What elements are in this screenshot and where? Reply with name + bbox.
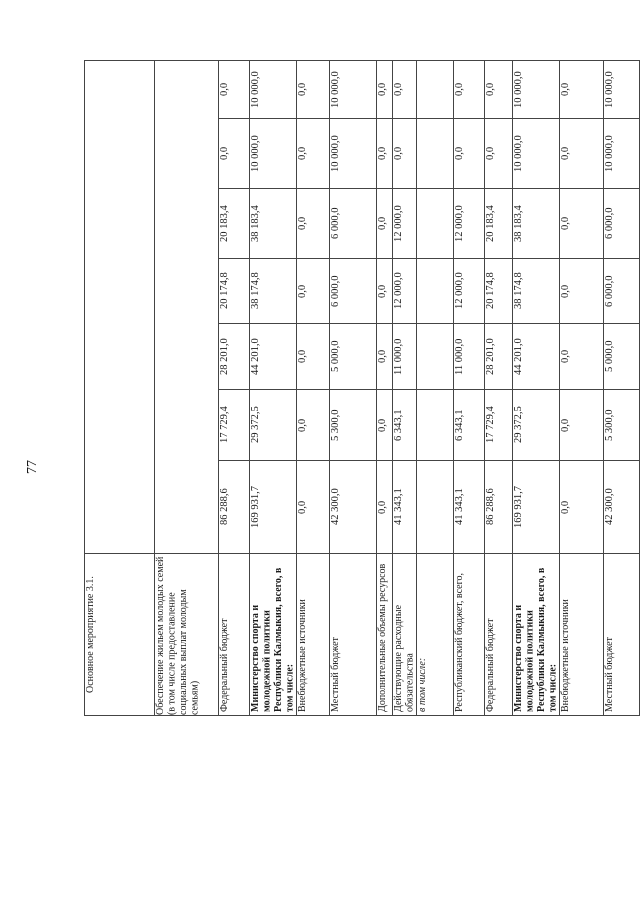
value-cell: 20 174,8 [218,259,249,324]
value-cell [416,189,454,259]
value-cell: 41 343,1 [454,461,485,554]
value-cell: 0,0 [296,61,329,119]
table-row [85,61,640,119]
mero-cell [85,61,155,554]
value-cell: 10 000,0 [604,119,640,189]
value-cell: 12 000,0 [392,189,416,259]
value-cell: 0,0 [296,390,329,461]
value-cell: 0,0 [560,61,604,119]
value-cell: 20 183,4 [218,189,249,259]
value-cell: 0,0 [376,259,392,324]
value-cell: 44 201,0 [513,324,560,390]
funding-source-cell: в том числе: [416,554,454,716]
desc-cell [154,61,218,554]
funding-source-cell: Дополнительные объемы ресурсов [376,554,392,716]
value-cell: 5 000,0 [604,324,640,390]
value-cell: 10 000,0 [330,119,377,189]
value-cell: 0,0 [560,189,604,259]
value-cell: 6 000,0 [330,189,377,259]
value-cell: 41 343,1 [392,461,416,554]
value-cell: 10 000,0 [513,61,560,119]
value-cell: 0,0 [296,324,329,390]
value-cell: 0,0 [560,324,604,390]
value-cell: 0,0 [218,119,249,189]
value-cell: 12 000,0 [454,189,485,259]
funding-source-cell: Внебюджетные источники [296,554,329,716]
value-cell: 0,0 [296,461,329,554]
value-cell: 28 201,0 [485,324,513,390]
value-cell: 42 300,0 [330,461,377,554]
value-cell: 0,0 [560,461,604,554]
value-cell [416,61,454,119]
value-cell: 12 000,0 [392,259,416,324]
value-cell: 6 000,0 [330,259,377,324]
value-cell: 42 300,0 [604,461,640,554]
value-cell: 29 372,5 [513,390,560,461]
value-cell: 86 288,6 [218,461,249,554]
value-cell [416,461,454,554]
table-row [85,554,640,716]
value-cell: 0,0 [296,119,329,189]
value-cell: 0,0 [560,259,604,324]
value-cell: 0,0 [376,461,392,554]
value-cell: 10 000,0 [249,119,296,189]
event-description-cell: Обеспечение жильем молодых семей (в том числе предоставление социальных выплат молодым семьям) [154,554,218,716]
value-cell: 0,0 [218,61,249,119]
value-cell: 0,0 [560,390,604,461]
value-cell: 169 931,7 [513,461,560,554]
value-cell: 17 729,4 [485,390,513,461]
value-cell: 10 000,0 [604,61,640,119]
value-cell: 11 000,0 [454,324,485,390]
value-cell: 10 000,0 [330,61,377,119]
funding-source-cell: Федеральный бюджет [218,554,249,716]
funding-source-cell: Министерство спорта и молодежной политики Республики Калмыкия, всего, в том числе: [513,554,560,716]
value-cell: 5 000,0 [330,324,377,390]
value-cell: 38 183,4 [513,189,560,259]
value-cell: 6 343,1 [392,390,416,461]
event-number-cell: Основное мероприятие 3.1. [85,554,155,716]
value-cell: 20 174,8 [485,259,513,324]
value-cell [416,119,454,189]
value-cell: 11 000,0 [392,324,416,390]
value-cell: 0,0 [376,390,392,461]
value-cell [416,390,454,461]
funding-source-cell: Министерство спорта и молодежной политики Республики Калмыкия, всего, в том числе: [249,554,296,716]
value-cell: 0,0 [376,324,392,390]
value-cell: 5 300,0 [330,390,377,461]
value-cell: 10 000,0 [513,119,560,189]
value-cell: 5 300,0 [604,390,640,461]
funding-source-cell: Действующие расходные обязательства [392,554,416,716]
value-cell: 0,0 [454,61,485,119]
value-cell: 38 174,8 [513,259,560,324]
funding-source-cell: Местный бюджет [604,554,640,716]
funding-source-cell: Федеральный бюджет [485,554,513,716]
value-cell: 0,0 [454,119,485,189]
value-cell: 38 183,4 [249,189,296,259]
value-cell: 44 201,0 [249,324,296,390]
budget-grid [84,60,640,716]
value-cell: 0,0 [296,259,329,324]
value-cell: 6 000,0 [604,189,640,259]
page-number: 77 [25,460,40,474]
value-cell: 0,0 [560,119,604,189]
funding-source-cell: Внебюджетные источники [560,554,604,716]
value-cell [416,324,454,390]
value-cell: 6 000,0 [604,259,640,324]
value-cell: 0,0 [376,61,392,119]
value-cell: 0,0 [485,61,513,119]
value-cell: 38 174,8 [249,259,296,324]
funding-source-cell: Местный бюджет [330,554,377,716]
value-cell: 0,0 [485,119,513,189]
value-cell: 12 000,0 [454,259,485,324]
value-cell: 17 729,4 [218,390,249,461]
funding-source-cell: Республиканский бюджет, всего, [454,554,485,716]
value-cell: 28 201,0 [218,324,249,390]
value-cell: 0,0 [376,189,392,259]
value-cell: 0,0 [392,61,416,119]
value-cell: 10 000,0 [249,61,296,119]
value-cell [416,259,454,324]
value-cell: 169 931,7 [249,461,296,554]
value-cell: 0,0 [296,189,329,259]
value-cell: 0,0 [392,119,416,189]
value-cell: 20 183,4 [485,189,513,259]
value-cell: 0,0 [376,119,392,189]
value-cell: 6 343,1 [454,390,485,461]
value-cell: 86 288,6 [485,461,513,554]
value-cell: 29 372,5 [249,390,296,461]
